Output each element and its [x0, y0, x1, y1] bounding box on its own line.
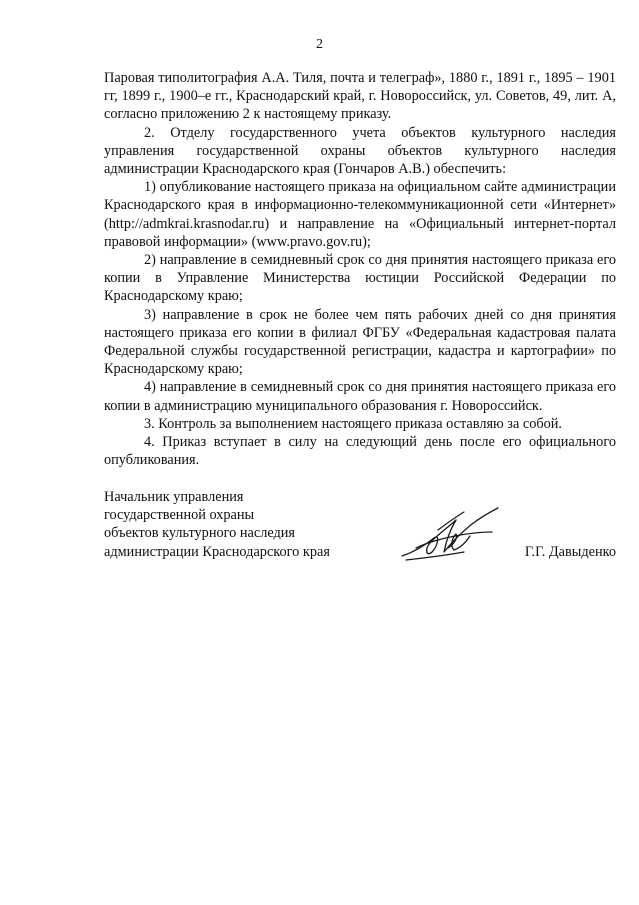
signatory-name: Г.Г. Давыденко [524, 543, 616, 560]
signatory-position [104, 488, 364, 561]
signature-block [104, 488, 616, 568]
page-number: 2 [316, 37, 323, 52]
signatory-position-line: администрации Краснодарского края [104, 543, 330, 560]
signatory-position-line: объектов культурного наследия [104, 525, 295, 542]
handwritten-signature-icon [394, 502, 504, 564]
document-body [104, 69, 616, 469]
paragraph-subitem-4: 4) направление в семидневный срок со дня принятия настоящего приказа его копии в администрацию муниципального образования г. Новороссийск. [104, 379, 616, 414]
paragraph-subitem-2: 2) направление в семидневный срок со дня принятия настоящего приказа его копии в Управление Министерства юстиции Российской Федерации по Краснодарскому краю; [104, 252, 616, 305]
paragraph-subitem-3: 3) направление в срок не более чем пять рабочих дней со дня принятия настоящего приказа его копии в филиал ФГБУ «Федеральная кадастровая палата Федеральной службы государственной регистрации, кадастра и картографии» по Краснодарскому краю; [104, 306, 616, 378]
paragraph-subitem-1: 1) опубликование настоящего приказа на официальном сайте администрации Краснодарского края в информационно-телекоммуникационной сети «Интернет» (http://admkrai.krasnodar.ru) и направление на «Официальный интернет-портал правовой информации» (www.pravo.gov.ru); [104, 179, 616, 250]
signatory-position-line: Начальник управления [104, 489, 244, 505]
paragraph-continuation: Паровая типолитография А.А. Тиля, почта и телеграф», 1880 г., 1891 г., 1895 – 1901 гг, 1899 г., 1900–е гг., Краснодарский край, г. Новороссийск, ул. Советов, 49, лит. А, согласно приложению 2 к настоящему приказу. [104, 70, 616, 123]
paragraph-item-4: 4. Приказ вступает в силу на следующий день после его официального опубликования. [104, 434, 616, 469]
paragraph-item-2: 2. Отделу государственного учета объектов культурного наследия управления государственной охраны объектов культурного наследия администрации Краснодарского края (Гончаров А.В.) обеспечить: [104, 124, 616, 178]
signatory-position-line: государственной охраны [104, 507, 255, 524]
paragraph-item-3: 3. Контроль за выполнением настоящего приказа оставляю за собой. [144, 415, 563, 432]
